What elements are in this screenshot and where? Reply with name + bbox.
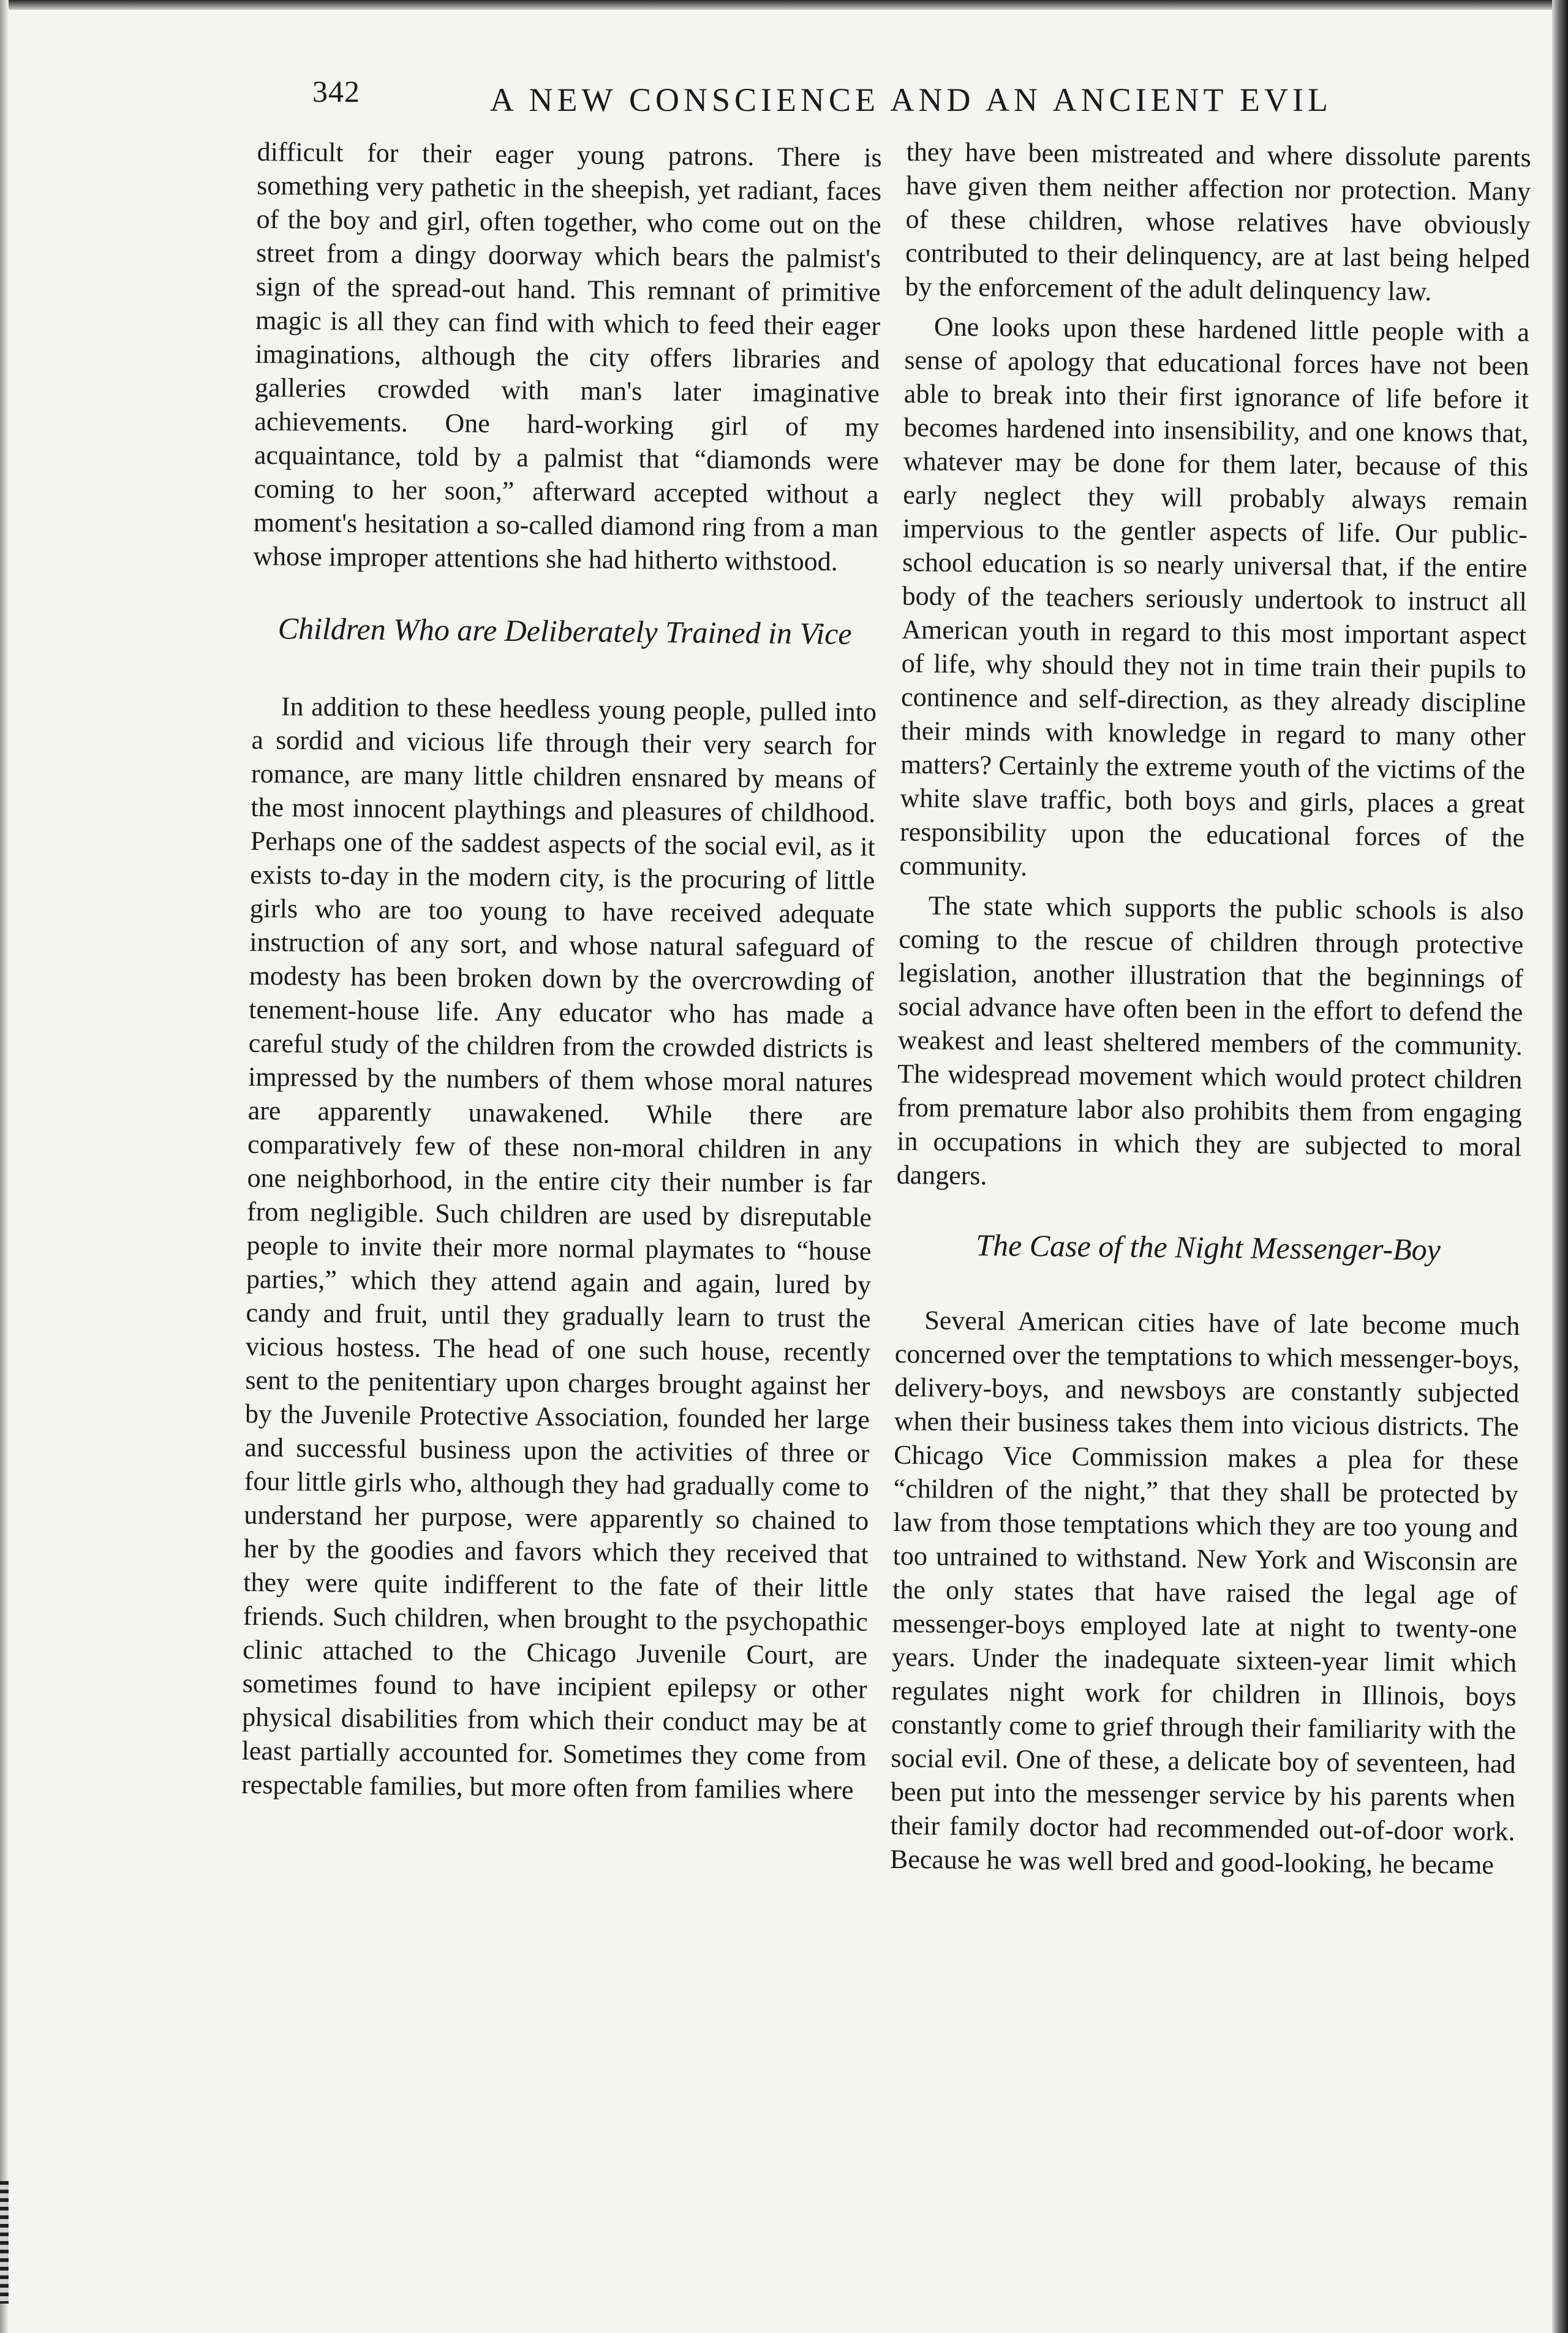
right-edge-shadow bbox=[1552, 0, 1568, 2333]
right-continued-paragraph: they have been mistreated and where dissolute parents have given them neither affection nor protection. Many of these children, whose relatives have obviously contributed to their delinquency, are at last being helped by the enforcement of the adult delinquency law. bbox=[905, 136, 1531, 307]
running-title: A NEW CONSCIENCE AND AN ANCIENT EVIL bbox=[490, 81, 1333, 118]
right-section-paragraph: Several American cities have of late become much concerned over the temptations to which messenger-boys, delivery-boys, and newsboys are constantly subjected when their business takes them into vicious districts. The Chicago Vice Commission makes a plea for these “children of the night,” that they shall be protected by law from those temptations which they are too young and too untrained to withstand. New York and Wisconsin are the only states that have raised the legal age of messenger-boys employed late at night to twenty-one years. Under the inadequate sixteen-year limit which regulates night work for children in Illinois, boys constantly come to grief through their familiarity with the social evil. One of these, a delicate boy of seventeen, had been put into the messenger service by his parents when their family doctor had recommended out-of-door work. Because he was well bred and good-looking, he became bbox=[889, 1305, 1520, 1880]
page-header bbox=[300, 69, 1452, 136]
left-edge-shadow bbox=[0, 0, 9, 2333]
top-edge-shadow bbox=[0, 0, 1568, 10]
right-paragraph-3: The state which supports the public schools is also coming to the rescue of children through protective legislation, another illustration that the beginnings of social advance have often been in the effort to defend the weakest and least sheltered members of the community. The widespread movement which would protect children from premature labor also prohibits them from engaging in occupations in which they are subjected to moral dangers. bbox=[896, 890, 1525, 1191]
left-section-heading: Children Who are Deliberately Trained in Vice bbox=[277, 611, 852, 651]
left-column bbox=[238, 135, 882, 2212]
page-number: 342 bbox=[312, 74, 360, 108]
left-section-paragraph: In addition to these heedless young people, pulled into a sordid and vicious life through their very search for romance, are many little children ensnared by means of the most innocent playthings and pleasures of childhood. Perhaps one of the saddest aspects of the social evil, as it exists to-day in the modern city, is the procuring of little girls who are too young to have received adequate instruction of any sort, and whose natural safeguard of modesty has been broken down by the overcrowding of tenement-house life. Any educator who has made a careful study of the children from the crowded districts is impressed by the numbers of them whose moral natures are apparently unawakened. While there are comparatively few of these non-moral children in any one neighborhood, in the entire city their number is far from negligible. Such children are used by disreputable people to invite their more normal playmates to “house parties,” which they attend again and again, lured by candy and fruit, until they gradually learn to trust the vicious hostess. The head of one such house, recently sent to the penitentiary upon charges brought against her by the Juvenile Protective Association, founded her large and successful business upon the activities of three or four little girls who, although they had gradually come to understand her purpose, were apparently so chained to her by the goodies and favors which they received that they were quite indifferent to the fate of their little friends. Such children, when brought to the psychopathic clinic attached to the Chicago Juvenile Court, are sometimes found to have incipient epilepsy or other physical disabilities from which their conduct may be at least partially accounted for. Sometimes they come from respectable families, but more often from families where bbox=[241, 691, 877, 1806]
left-continued-paragraph: difficult for their eager young patrons. There is something very pathetic in the sheepish, yet radiant, faces of the boy and girl, often together, who come out on the street from a dingy doorway which bears the palmist's sign of the spread-out hand. This remnant of primitive magic is all they can find with which to feed their eager imaginations, although the city offers libraries and galleries crowded with man's later imaginative achievements. One hard-working girl of my acquaintance, told by a palmist that “diamonds were coming to her soon,” afterward accepted without a moment's hesitation a so-called diamond ring from a man whose improper attentions she had hitherto withstood. bbox=[253, 136, 882, 577]
right-section-heading: The Case of the Night Messenger-Boy bbox=[976, 1228, 1441, 1267]
right-column bbox=[887, 135, 1531, 2212]
right-paragraph-2: One looks upon these hardened little people with a sense of apology that educational forces have not been able to break into their first ignorance of life before it becomes hardened into insensibility, and one knows that, whatever may be done for them later, because of this early neglect they will probably always remain impervious to the gentler aspects of life. Our public-school education is so nearly universal that, if the entire body of the teachers seriously undertook to instruct all American youth in regard to this most important aspect of life, why should they not in time train their pupils to continence and self-direction, as they already discipline their minds with knowledge in regard to many other matters? Certainly the extreme youth of the victims of the white slave traffic, both boys and girls, places a great responsibility upon the educational forces of the community. bbox=[899, 311, 1530, 882]
binding-marks bbox=[0, 2181, 9, 2304]
